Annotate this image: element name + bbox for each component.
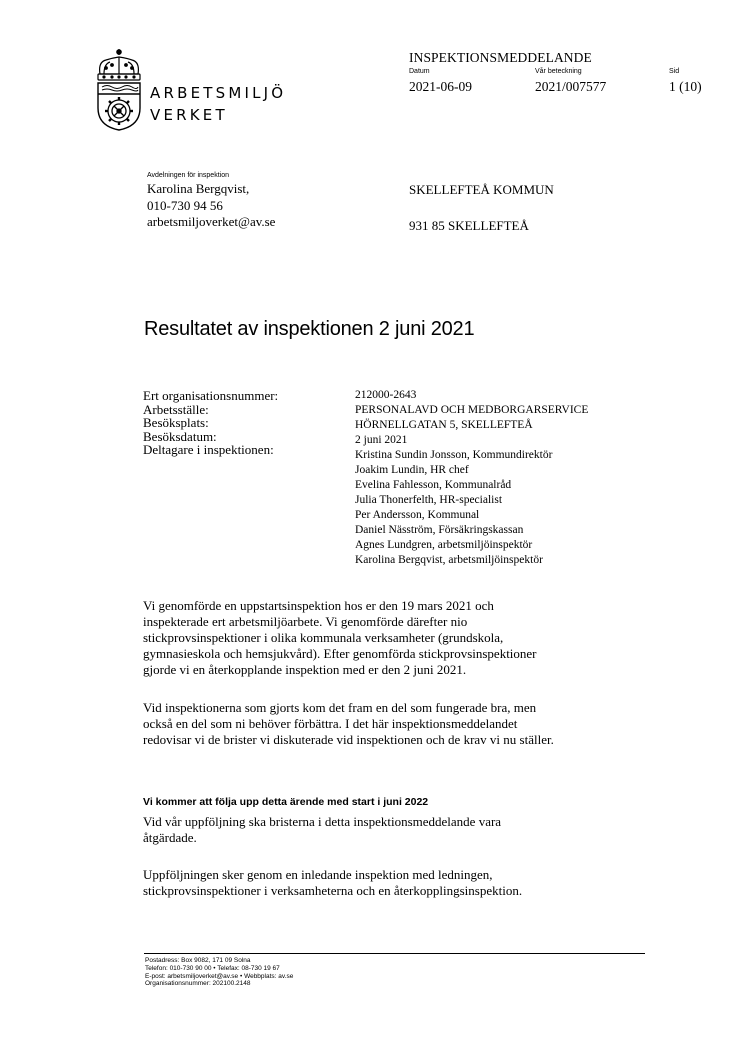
footer-orgnr: Organisationsnummer: 202100.2148 — [145, 980, 251, 988]
arbetsmiljoverket-crest-logo — [92, 48, 146, 132]
intro-paragraph — [143, 598, 643, 678]
date-value: 2021-06-09 — [409, 79, 472, 94]
sender-block — [147, 181, 275, 231]
followup-method-paragraph — [143, 867, 643, 899]
participant-item: Per Andersson, Kommunal — [355, 509, 480, 521]
footer-divider — [144, 953, 645, 954]
visit-place-label: Besöksplats: — [143, 415, 209, 430]
paragraph-line: stickprovsinspektioner i verksamheterna och en återkopplingsinspektion. — [143, 883, 523, 898]
date-label: Datum — [409, 68, 430, 75]
sender-phone: 010-730 94 56 — [147, 197, 223, 213]
paragraph-line: Vi genomförde en uppstartsinspektion hos er den 19 mars 2021 och — [143, 598, 494, 613]
footer — [145, 957, 293, 988]
recipient-postal: 931 85 SKELLEFTEÅ — [409, 218, 529, 233]
orgnr-value: 212000-2643 — [355, 389, 417, 401]
section-heading: Vi kommer att följa upp detta ärende med start i juni 2022 — [143, 796, 429, 808]
sender-name: Karolina Bergqvist, — [147, 181, 250, 196]
gear-icon — [105, 97, 133, 125]
document-type: INSPEKTIONSMEDDELANDE — [409, 50, 592, 65]
page-label: Sid — [669, 68, 680, 75]
reference-label: Vår beteckning — [535, 68, 582, 75]
paragraph-line: stickprovsinspektioner i olika kommunala verksamheter (grundskola, — [143, 630, 504, 645]
participant-item: Agnes Lundgren, arbetsmiljöinspektör — [355, 539, 533, 551]
footer-email: E-post: arbetsmiljoverket@av.se • Webbplats: av.se — [145, 972, 294, 980]
paragraph-line: också en del som ni behöver förbättra. I det här inspektionsmeddelandet — [143, 716, 518, 731]
crown-icon — [98, 49, 140, 80]
paragraph-line: Uppföljningen sker genom en inledande inspektion med ledningen, — [143, 867, 493, 882]
participant-item: Evelina Fahlesson, Kommunalråd — [355, 479, 512, 491]
paragraph-line: Vid inspektionerna som gjorts kom det fram en del som fungerade bra, men — [143, 700, 537, 715]
visit-place-value: HÖRNELLGATAN 5, SKELLEFTEÅ — [355, 419, 533, 431]
participant-item: Joakim Lundin, HR chef — [355, 464, 469, 476]
workplace-value: PERSONALAVD OCH MEDBORGARSERVICE — [355, 404, 589, 416]
participant-item: Kristina Sundin Jonsson, Kommundirektör — [355, 449, 553, 461]
page-value: 1 (10) — [669, 79, 702, 94]
footer-postal: Postadress: Box 9082, 171 09 Solna — [145, 957, 251, 964]
participants-label: Deltagare i inspektionen: — [143, 442, 274, 457]
orgnr-label: Ert organisationsnummer: — [143, 388, 279, 403]
footer-phone: Telefon: 010-730 90 00 • Telefax: 08-730 19 67 — [145, 964, 280, 972]
recipient-name: SKELLEFTEÅ KOMMUN — [409, 182, 554, 197]
department-label: Avdelningen för inspektion — [147, 172, 229, 179]
visit-date-label: Besöksdatum: — [143, 428, 217, 444]
reference-value: 2021/007577 — [535, 79, 607, 94]
paragraph-line: åtgärdade. — [143, 830, 197, 845]
paragraph-line: Vid vår uppföljning ska bristerna i detta inspektionsmeddelande vara — [143, 814, 502, 829]
org-name-line2: VERKET — [150, 106, 228, 124]
details-labels — [143, 389, 278, 457]
participant-item: Julia Thonerfelth, HR-specialist — [355, 494, 503, 506]
workplace-label: Arbetsställe: — [143, 401, 209, 417]
paragraph-line: gjorde vi en återkopplande inspektion med er den 2 juni 2021. — [143, 662, 467, 677]
findings-paragraph — [143, 700, 643, 748]
org-name-line1: ARBETSMILJÖ — [150, 84, 287, 102]
participant-item: Karolina Bergqvist, arbetsmiljöinspektör — [355, 554, 543, 566]
followup-paragraph — [143, 814, 643, 846]
sender-email: arbetsmiljoverket@av.se — [147, 214, 276, 229]
visit-date-value: 2 juni 2021 — [355, 434, 408, 446]
details-values — [355, 388, 588, 568]
paragraph-line: gymnasieskola och hemsjukvård). Efter genomförda stickprovsinspektioner — [143, 646, 537, 661]
paragraph-line: inspekterade ert arbetsmiljöarbete. Vi genomförde därefter nio — [143, 614, 468, 629]
participant-item: Daniel Näsström, Försäkringskassan — [355, 524, 524, 536]
page-title: Resultatet av inspektionen 2 juni 2021 — [144, 318, 475, 340]
paragraph-line: redovisar vi de brister vi diskuterade vid inspektionen och de krav vi nu ställer. — [143, 732, 554, 747]
